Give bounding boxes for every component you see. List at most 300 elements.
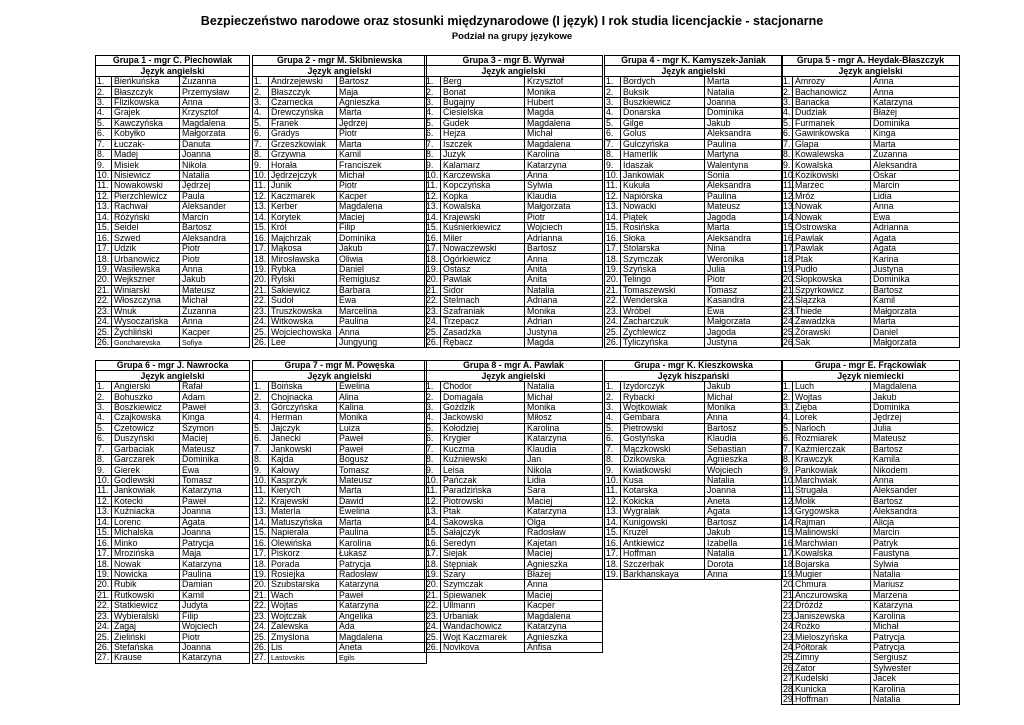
surname: Piskorz: [269, 548, 337, 558]
row-number: 22.: [783, 600, 796, 611]
surname: Marchwiak: [793, 475, 871, 485]
student-row: [605, 160, 783, 170]
row-number: 1.: [605, 76, 621, 86]
first-name: Adam: [180, 392, 250, 402]
surname: Półtorak: [793, 642, 871, 652]
row-number: 19.: [605, 264, 621, 274]
row-number: 18.: [783, 558, 796, 569]
first-name: Monika: [705, 402, 783, 412]
surname: Glapa: [793, 139, 871, 149]
student-row: [782, 621, 960, 631]
surname: Jankowiak: [621, 170, 705, 180]
surname: Wejkszner: [112, 275, 180, 285]
first-name: Piotr: [705, 275, 783, 285]
surname: Łuczak-: [112, 139, 180, 149]
first-name: Jędrzej: [871, 413, 960, 423]
surname: Gembara: [621, 413, 705, 423]
row-number: 17.: [605, 548, 621, 558]
first-name: Michał: [525, 129, 603, 139]
row-number: 7.: [96, 444, 112, 454]
first-name: Paulina: [705, 191, 783, 201]
surname: Antkiewicz: [621, 538, 705, 548]
group-header: Grupa 1 - mgr C. Piechowiak: [96, 56, 250, 66]
first-name: Maja: [337, 87, 427, 97]
row-number: 1.: [782, 381, 793, 391]
student-row: [96, 233, 250, 243]
surname: Wojt Kaczmarek: [441, 632, 525, 642]
row-number: 19.: [253, 264, 269, 274]
student-row: [605, 97, 783, 107]
surname: Boszkiewicz: [112, 402, 180, 412]
row-number: 4.: [425, 108, 441, 118]
row-number: 1.: [605, 381, 621, 391]
student-row: [782, 423, 960, 433]
first-name: Tomasz: [705, 285, 783, 295]
row-number: 19.: [425, 264, 441, 274]
first-name: Paweł: [337, 590, 427, 600]
surname: Trzepacz: [441, 316, 525, 326]
student-row: [425, 191, 603, 201]
surname: Krajewski: [441, 212, 525, 222]
first-name: Monika: [337, 413, 427, 423]
surname: Nowacki: [621, 202, 705, 212]
first-name: Magdalena: [525, 611, 603, 621]
surname: Kowalska: [441, 202, 525, 212]
surname: Kaczmarek: [269, 191, 337, 201]
surname: Bonat: [441, 87, 525, 97]
student-row: [605, 181, 783, 191]
surname: Stelmach: [441, 296, 525, 306]
surname: Mrozińska: [112, 548, 180, 558]
row-number: 13.: [253, 507, 269, 517]
first-name: Bartosz: [705, 423, 783, 433]
surname: Zalewska: [269, 621, 337, 631]
first-name: Karina: [871, 254, 960, 264]
student-row: [96, 434, 250, 444]
surname: Paradzińska: [441, 486, 525, 496]
surname: Krause: [112, 653, 180, 663]
surname: Ciesielska: [441, 108, 525, 118]
group-header: Grupa 8 - mgr A. Pawlak: [425, 361, 603, 371]
row-number: 21.: [253, 285, 269, 295]
student-row: [782, 118, 960, 128]
first-name: Karolina: [871, 684, 960, 694]
row-number: 14.: [253, 212, 269, 222]
surname: Ptak: [441, 507, 525, 517]
row-number: 5.: [425, 118, 441, 128]
student-row: [96, 191, 250, 201]
surname: Pietrowski: [621, 423, 705, 433]
surname: Michalska: [112, 528, 180, 538]
first-name: Zuzanna: [871, 149, 960, 159]
student-row: [782, 528, 960, 538]
group-header-row: [782, 56, 960, 66]
row-number: 24.: [783, 621, 796, 632]
surname: Gierek: [112, 465, 180, 475]
language-row: [782, 371, 960, 381]
student-row: [96, 170, 250, 180]
surname: Wysoczańska: [112, 316, 180, 326]
student-row: [782, 108, 960, 118]
first-name: Paweł: [180, 402, 250, 412]
student-row: [782, 569, 960, 579]
row-number: 14.: [783, 211, 796, 222]
student-row: [96, 642, 250, 652]
first-name: Michał: [705, 392, 783, 402]
surname: Malinowski: [793, 528, 871, 538]
group-table: [95, 55, 250, 348]
surname: Kasprzyk: [269, 475, 337, 485]
student-row: [425, 632, 603, 642]
row-number: 7.: [96, 139, 112, 149]
language-row: [605, 66, 783, 76]
row-number: 14.: [783, 516, 796, 527]
surname: Jędrzejczyk: [269, 170, 337, 180]
row-number: 17.: [605, 243, 621, 253]
row-number: 6.: [96, 434, 112, 444]
surname: Lorek: [793, 413, 871, 423]
first-name: Adrianna: [871, 223, 960, 233]
surname: Luch: [793, 381, 871, 391]
row-number: 5.: [782, 423, 793, 433]
student-row: [782, 254, 960, 264]
surname: Zimny: [793, 653, 871, 663]
student-row: [782, 275, 960, 285]
language-row: [96, 371, 250, 381]
surname: Kotarska: [621, 486, 705, 496]
surname: Kukuła: [621, 181, 705, 191]
student-row: [782, 160, 960, 170]
student-row: [253, 264, 427, 274]
first-name: Karolina: [871, 611, 960, 621]
row-number: 9.: [425, 465, 441, 475]
row-number: 13.: [96, 507, 112, 517]
first-name: Magda: [525, 108, 603, 118]
student-row: [425, 108, 603, 118]
first-name: Aleksandra: [871, 507, 960, 517]
page-subtitle: Podział na grupy językowe: [451, 31, 573, 42]
student-row: [425, 76, 603, 86]
student-row: [253, 76, 427, 86]
surname: Angierski: [112, 381, 180, 391]
student-row: [253, 548, 427, 558]
surname: Bachanowicz: [793, 87, 871, 97]
student-row: [425, 548, 603, 558]
row-number: 9.: [605, 160, 621, 170]
student-row: [425, 507, 603, 517]
student-row: [782, 611, 960, 621]
first-name: Maciej: [525, 548, 603, 558]
first-name: Marta: [337, 139, 427, 149]
first-name: Agata: [871, 243, 960, 253]
first-name: Mateusz: [705, 202, 783, 212]
student-row: [605, 275, 783, 285]
student-row: [782, 149, 960, 159]
first-name: Alicja: [871, 517, 960, 527]
first-name: Lidia: [871, 191, 960, 201]
language-label: Język niemiecki: [782, 371, 960, 381]
first-name: Kacper: [180, 327, 250, 337]
row-number: 15.: [253, 528, 269, 538]
student-row: [253, 223, 427, 233]
surname: Lorenc: [112, 517, 180, 527]
student-row: [96, 285, 250, 295]
surname: Kuźniewski: [441, 454, 525, 464]
student-row: [605, 149, 783, 159]
row-number: 3.: [425, 97, 441, 107]
student-row: [605, 108, 783, 118]
row-number: 2.: [425, 87, 441, 97]
row-number: 18.: [605, 559, 621, 569]
row-number: 18.: [253, 559, 269, 569]
first-name: Katarzyna: [180, 486, 250, 496]
surname: Kajda: [269, 454, 337, 464]
first-name: Nikodem: [871, 465, 960, 475]
row-number: 22.: [96, 601, 112, 611]
row-number: 9.: [96, 465, 112, 475]
row-number: 14.: [253, 517, 269, 527]
language-row: [253, 66, 427, 76]
surname: Jajczyk: [269, 423, 337, 433]
first-name: Bartosz: [871, 496, 960, 506]
group-table: [781, 360, 960, 705]
student-row: [782, 538, 960, 548]
row-number: 22.: [425, 296, 441, 306]
surname: Mączkowski: [621, 444, 705, 454]
surname: Zięba: [793, 402, 871, 412]
student-row: [253, 87, 427, 97]
surname: Thiede: [793, 306, 871, 316]
first-name: Lidia: [525, 475, 603, 485]
surname: Hejza: [441, 129, 525, 139]
row-number: 16.: [605, 233, 621, 243]
student-row: [425, 337, 603, 347]
language-label: Język angielski: [425, 371, 603, 381]
surname: Górczyńska: [269, 402, 337, 412]
group-table: [424, 55, 603, 348]
surname: Winiarski: [112, 285, 180, 295]
surname: Zacharczuk: [621, 316, 705, 326]
student-row: [425, 528, 603, 538]
surname: Nowak: [793, 202, 871, 212]
surname: Urbaniak: [441, 611, 525, 621]
first-name: Magda: [525, 337, 603, 347]
row-number: 3.: [253, 97, 269, 107]
surname: Gożdzik: [441, 402, 525, 412]
row-number: 1.: [782, 76, 793, 86]
row-number: 3.: [96, 402, 112, 412]
first-name: Paulina: [337, 528, 427, 538]
group-header-row: [253, 361, 427, 371]
row-number: 25.: [425, 632, 441, 642]
student-row: [253, 285, 427, 295]
student-row: [605, 170, 783, 180]
row-number: 24.: [253, 316, 269, 326]
first-name: Katarzyna: [525, 434, 603, 444]
row-number: 9.: [96, 160, 112, 170]
student-row: [425, 212, 603, 222]
surname: Kruzel: [621, 528, 705, 538]
row-number: 15.: [783, 222, 796, 233]
first-name: Bogusz: [337, 454, 427, 464]
row-number: 8.: [96, 149, 112, 159]
first-name: Kinga: [871, 129, 960, 139]
student-row: [782, 454, 960, 464]
student-row: [605, 212, 783, 222]
first-name: Agnieszka: [337, 97, 427, 107]
surname: Mugier: [793, 569, 871, 579]
student-row: [605, 538, 783, 548]
row-number: 4.: [425, 413, 441, 423]
student-row: [253, 475, 427, 485]
surname: Dzikowska: [621, 454, 705, 464]
surname: Statkiewicz: [112, 601, 180, 611]
student-row: [96, 653, 250, 663]
surname: Piotrowski: [441, 496, 525, 506]
row-number: 9.: [425, 160, 441, 170]
surname: Kuźniacka: [112, 507, 180, 517]
surname: Sudoł: [269, 296, 337, 306]
first-name: Szymon: [180, 423, 250, 433]
row-number: 1.: [96, 381, 112, 391]
student-row: [96, 590, 250, 600]
student-row: [253, 611, 427, 621]
first-name: Filip: [180, 611, 250, 621]
surname: Chojnacka: [269, 392, 337, 402]
row-number: 22.: [96, 296, 112, 306]
student-row: [782, 170, 960, 180]
surname: Kuczma: [441, 444, 525, 454]
first-name: Piotr: [525, 212, 603, 222]
row-number: 7.: [605, 139, 621, 149]
surname: Grygowska: [793, 507, 871, 517]
student-row: [425, 149, 603, 159]
surname: Bugajny: [441, 97, 525, 107]
surname: Tomaszewski: [621, 285, 705, 295]
first-name: Kasandra: [705, 296, 783, 306]
student-row: [253, 202, 427, 212]
first-name: Aneta: [705, 496, 783, 506]
student-row: [96, 139, 250, 149]
student-row: [425, 233, 603, 243]
surname: Błaszczyk: [269, 87, 337, 97]
student-row: [96, 517, 250, 527]
row-number: 26.: [605, 337, 621, 347]
surname: Gostyńska: [621, 434, 705, 444]
row-number: 7.: [253, 139, 269, 149]
group-header-row: [425, 361, 603, 371]
surname: Sakowska: [441, 517, 525, 527]
surname: Dudziak: [793, 108, 871, 118]
row-number: 12.: [253, 191, 269, 201]
first-name: Dorota: [705, 559, 783, 569]
student-row: [425, 306, 603, 316]
row-number: 11.: [96, 181, 112, 191]
student-row: [253, 590, 427, 600]
group-header-row: [782, 361, 960, 371]
row-number: 12.: [253, 496, 269, 506]
surname: Karczewska: [441, 170, 525, 180]
first-name: Dawid: [337, 496, 427, 506]
student-row: [425, 621, 603, 631]
row-number: 17.: [253, 548, 269, 558]
student-row: [425, 559, 603, 569]
student-row: [96, 413, 250, 423]
student-row: [425, 264, 603, 274]
student-row: [253, 243, 427, 253]
student-row: [782, 413, 960, 423]
student-row: [782, 517, 960, 527]
surname: Goncharevska: [112, 337, 180, 347]
surname: Zawadzka: [793, 316, 871, 326]
row-number: 12.: [605, 496, 621, 506]
student-row: [782, 507, 960, 517]
row-number: 15.: [783, 527, 796, 538]
row-number: 21.: [96, 285, 112, 295]
student-row: [96, 160, 250, 170]
row-number: 13.: [425, 507, 441, 517]
row-number: 25.: [783, 326, 796, 337]
row-number: 18.: [96, 254, 112, 264]
student-row: [605, 517, 783, 527]
row-number: 19.: [253, 569, 269, 579]
surname: Król: [269, 223, 337, 233]
student-row: [425, 486, 603, 496]
first-name: Paulina: [180, 569, 250, 579]
surname: Krygier: [441, 434, 525, 444]
row-number: 9.: [782, 465, 793, 475]
surname: Napierała: [269, 528, 337, 538]
first-name: Kacper: [337, 191, 427, 201]
first-name: Agnieszka: [525, 559, 603, 569]
student-row: [96, 548, 250, 558]
first-name: Angelika: [337, 611, 427, 621]
student-row: [425, 454, 603, 464]
first-name: Olga: [525, 517, 603, 527]
language-label: Język angielski: [96, 371, 250, 381]
first-name: Ewelina: [337, 381, 427, 391]
language-label: Język angielski: [605, 66, 783, 76]
row-number: 25.: [425, 327, 441, 337]
row-number: 11.: [425, 486, 441, 496]
row-number: 3.: [253, 402, 269, 412]
row-number: 11.: [605, 181, 621, 191]
surname: Kunigowski: [621, 517, 705, 527]
row-number: 8.: [253, 149, 269, 159]
surname: Zmyślona: [269, 632, 337, 642]
first-name: Jan: [525, 454, 603, 464]
row-number: 13.: [425, 202, 441, 212]
first-name: Natalia: [525, 381, 603, 391]
first-name: Katarzyna: [525, 621, 603, 631]
row-number: 16.: [96, 538, 112, 548]
surname: Piątek: [621, 212, 705, 222]
surname: Kopka: [441, 191, 525, 201]
row-number: 5.: [605, 423, 621, 433]
row-number: 14.: [605, 517, 621, 527]
row-number: 5.: [96, 423, 112, 433]
surname: Kotecki: [112, 496, 180, 506]
student-row: [253, 327, 427, 337]
student-row: [96, 316, 250, 326]
first-name: Marzena: [871, 590, 960, 600]
first-name: Anna: [705, 413, 783, 423]
first-name: Jungyung: [337, 337, 427, 347]
student-row: [253, 569, 427, 579]
student-row: [425, 496, 603, 506]
student-row: [253, 97, 427, 107]
row-number: 2.: [782, 87, 793, 97]
